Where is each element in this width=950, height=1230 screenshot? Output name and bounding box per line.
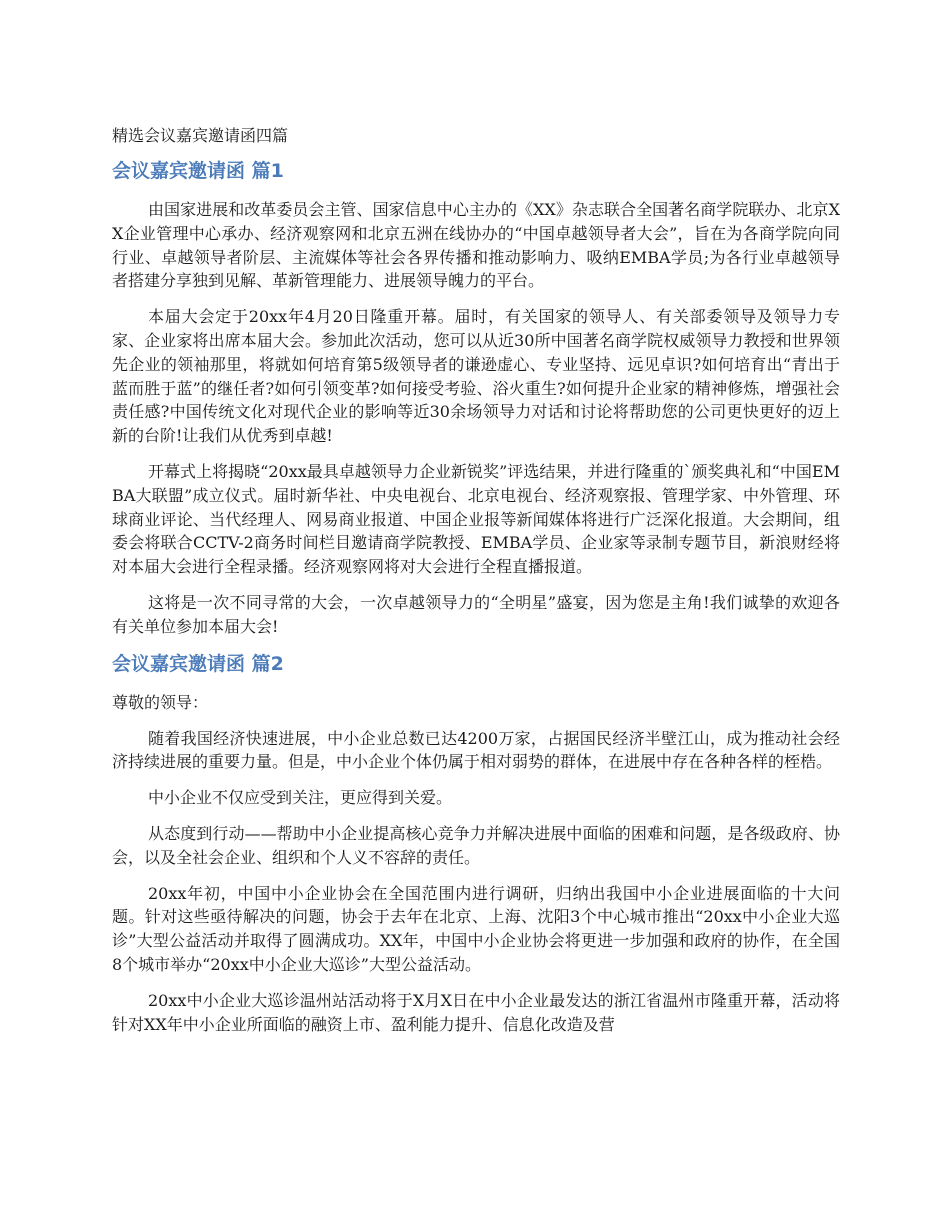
section-2 — [112, 651, 840, 1037]
paragraph: 这将是一次不同寻常的大会，一次卓越领导力的“全明星”盛宴，因为您是主角!我们诚挚的欢迎各有关单位参加本届大会! — [112, 592, 840, 636]
paragraph: 20xx中小企业大巡诊温州站活动将于X月X日在中小企业最发达的浙江省温州市隆重开幕，活动将针对XX年中小企业所面临的融资上市、盈利能力提升、信息化改造及营 — [112, 990, 840, 1034]
section-1 — [112, 158, 840, 639]
paragraph: 开幕式上将揭晓“20xx最具卓越领导力企业新锐奖”评选结果，并进行隆重的`颁奖典礼和“中国EMBA大联盟”成立仪式。届时新华社、中央电视台、北京电视台、经济观察报、管理学家、中外管理、环球商业评论、当代经理人、网易商业报道、中国企业报等新闻媒体将进行广泛深化报道。大会期间，组委会将联合CCTV-2商务时间栏目邀请商学院教授、EMBA学员、企业家等录制专题节目，新浪财经将对本届大会进行全程录播。经济观察网将对大会进行全程直播报道。 — [112, 461, 840, 577]
section-heading: 会议嘉宾邀请函 篇2 — [112, 652, 284, 675]
document-page — [112, 124, 840, 1048]
paragraph: 20xx年初，中国中小企业协会在全国范围内进行调研，归纳出我国中小企业进展面临的十大问题。针对这些亟待解决的问题，协会于去年在北京、上海、沈阳3个中心城市推出“20xx中小企业大巡诊”大型公益活动并取得了圆满成功。XX年，中国中小企业协会将更进一步加强和政府的协作，在全国8个城市举办“20xx中小企业大巡诊”大型公益活动。 — [112, 883, 840, 974]
section-heading: 会议嘉宾邀请函 篇1 — [112, 160, 284, 182]
document-title: 精选会议嘉宾邀请函四篇 — [112, 126, 289, 145]
paragraph: 从态度到行动——帮助中小企业提高核心竞争力并解决进展中面临的困难和问题，是各级政府、协会，以及全社会企业、组织和个人义不容辞的责任。 — [112, 823, 840, 867]
paragraph: 由国家进展和改革委员会主管、国家信息中心主办的《XX》杂志联合全国著名商学院联办、北京XX企业管理中心承办、经济观察网和北京五洲在线协办的“中国卓越领导者大会”，旨在为各商学院向同行业、卓越领导者阶层、主流媒体等社会各界传播和推动影响力、吸纳EMBA学员;为各行业卓越领导者搭建分享独到见解、革新管理能力、进展领导魄力的平台。 — [112, 200, 840, 291]
paragraph: 本届大会定于20xx年4月20日隆重开幕。届时，有关国家的领导人、有关部委领导及领导力专家、企业家将出席本届大会。参加此次活动，您可以从近30所中国著名商学院权威领导力教授和世界领先企业的领袖那里，将就如何培育第5级领导者的谦逊虚心、专业坚持、远见卓识?如何培育出“青出于蓝而胜于蓝”的继任者?如何引领变革?如何接受考验、浴火重生?如何提升企业家的精神修炼，增强社会责任感?中国传统文化对现代企业的影响等近30余场领导力对话和讨论将帮助您的公司更快更好的迈上新的台阶!让我们从优秀到卓越! — [112, 307, 840, 446]
paragraph: 中小企业不仅应受到关注，更应得到关爱。 — [148, 788, 453, 808]
salutation: 尊敬的领导： — [112, 692, 209, 712]
paragraph: 随着我国经济快速进展，中小企业总数已达4200万家，占据国民经济半壁江山，成为推动社会经济持续进展的重要力量。但是，中小企业个体仍属于相对弱势的群体，在进展中存在各种各样的桎梏。 — [112, 728, 840, 772]
